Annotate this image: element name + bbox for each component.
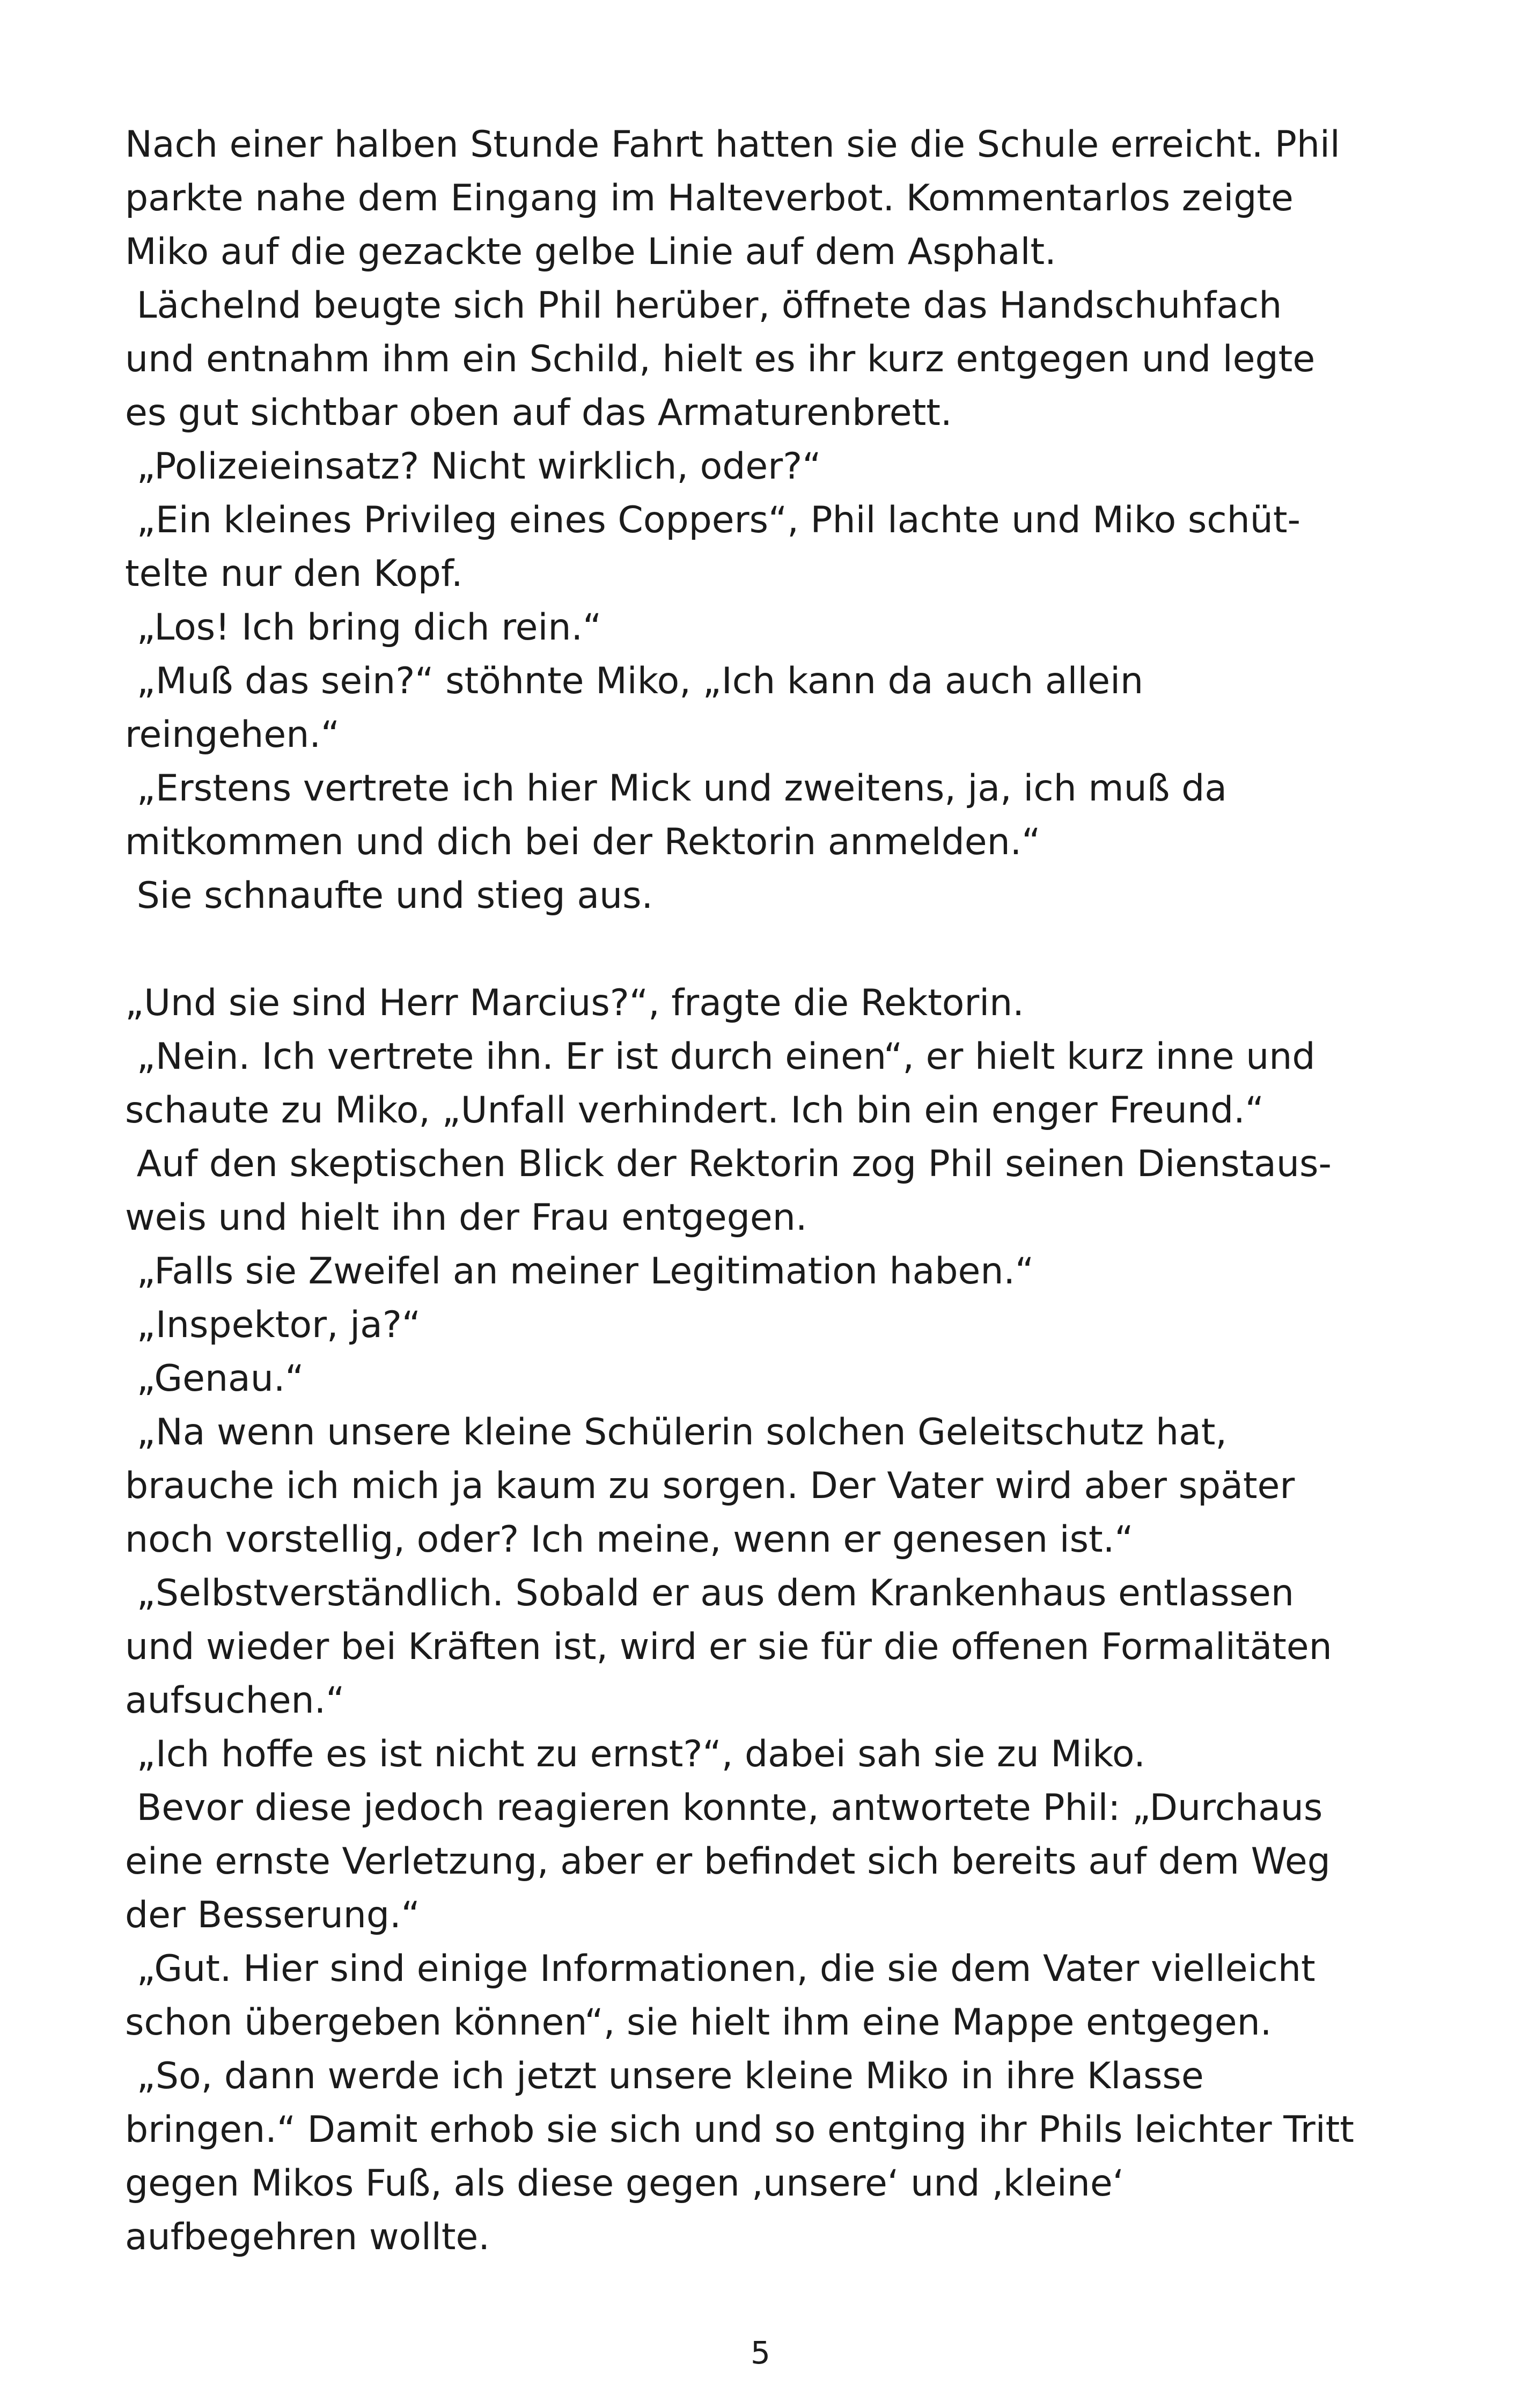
text-line: „Falls sie Zweifel an meiner Legitimation haben.“	[125, 1250, 1034, 1293]
text-line: und wieder bei Kräften ist, wird er sie für die offenen Formalitäten	[125, 1626, 1332, 1668]
text-line: es gut sichtbar oben auf das Armaturenbrett.	[125, 392, 952, 434]
text-line: „Muß das sein?“ stöhnte Miko, „Ich kann da auch allein	[125, 660, 1144, 702]
text-line: „Gut. Hier sind einige Informationen, die sie dem Vater vielleicht	[125, 1948, 1316, 1990]
text-line: Nach einer halben Stunde Fahrt hatten sie die Schule erreicht. Phil	[125, 123, 1340, 166]
text-line: aufbegehren wollte.	[125, 2216, 490, 2258]
text-line: gegen Mikos Fuß, als diese gegen ‚unsere‘ und ‚kleine‘	[125, 2162, 1125, 2205]
text-line: Sie schnaufte und stieg aus.	[125, 875, 653, 917]
text-line: schaute zu Miko, „Unfall verhindert. Ich bin ein enger Freund.“	[125, 1089, 1264, 1132]
text-line: „Los! Ich bring dich rein.“	[125, 606, 602, 649]
text-line: eine ernste Verletzung, aber er befindet sich bereits auf dem Weg	[125, 1840, 1331, 1883]
text-line: der Besserung.“	[125, 1894, 420, 1936]
text-line: „Und sie sind Herr Marcius?“, fragte die Rektorin.	[125, 982, 1024, 1024]
text-line: parkte nahe dem Eingang im Halteverbot. Kommentarlos zeigte	[125, 177, 1294, 219]
text-line: „Inspektor, ja?“	[125, 1304, 421, 1346]
text-line: „Polizeieinsatz? Nicht wirklich, oder?“	[125, 445, 821, 488]
text-line: „Genau.“	[125, 1357, 304, 1400]
text-line: Miko auf die gezackte gelbe Linie auf dem Asphalt.	[125, 231, 1056, 273]
text-line: bringen.“ Damit erhob sie sich und so entging ihr Phils leichter Tritt	[125, 2109, 1354, 2151]
text-line: schon übergeben können“, sie hielt ihm eine Mappe entgegen.	[125, 2001, 1272, 2044]
body-text	[125, 118, 1402, 2264]
text-line: Bevor diese jedoch reagieren konnte, antwortete Phil: „Durchaus	[125, 1787, 1323, 1829]
text-line: „So, dann werde ich jetzt unsere kleine Miko in ihre Klasse	[125, 2055, 1204, 2097]
text-line: „Nein. Ich vertrete ihn. Er ist durch einen“, er hielt kurz inne und	[125, 1036, 1316, 1078]
text-line: aufsuchen.“	[125, 1679, 345, 1722]
text-line: weis und hielt ihn der Frau entgegen.	[125, 1196, 807, 1239]
text-line: reingehen.“	[125, 714, 340, 756]
text-line: „Ich hoffe es ist nicht zu ernst?“, dabei sah sie zu Miko.	[125, 1733, 1145, 1775]
text-line: „Ein kleines Privileg eines Coppers“, Phil lachte und Miko schüt-	[125, 499, 1301, 541]
text-line: brauche ich mich ja kaum zu sorgen. Der Vater wird aber später	[125, 1465, 1295, 1507]
text-line: telte nur den Kopf.	[125, 553, 463, 595]
text-line: „Selbstverständlich. Sobald er aus dem Krankenhaus entlassen	[125, 1572, 1294, 1614]
page-number: 5	[751, 2334, 770, 2371]
text-line: Auf den skeptischen Blick der Rektorin zog Phil seinen Dienstaus-	[125, 1143, 1332, 1185]
text-line: „Erstens vertrete ich hier Mick und zweitens, ja, ich muß da	[125, 767, 1227, 810]
text-line: noch vorstellig, oder? Ich meine, wenn er genesen ist.“	[125, 1518, 1134, 1561]
text-line: und entnahm ihm ein Schild, hielt es ihr kurz entgegen und legte	[125, 338, 1316, 380]
text-line: mitkommen und dich bei der Rektorin anmelden.“	[125, 821, 1041, 863]
text-line: „Na wenn unsere kleine Schülerin solchen Geleitschutz hat,	[125, 1411, 1228, 1453]
text-line	[125, 923, 1402, 977]
text-line: Lächelnd beugte sich Phil herüber, öffnete das Handschuhfach	[125, 284, 1282, 327]
